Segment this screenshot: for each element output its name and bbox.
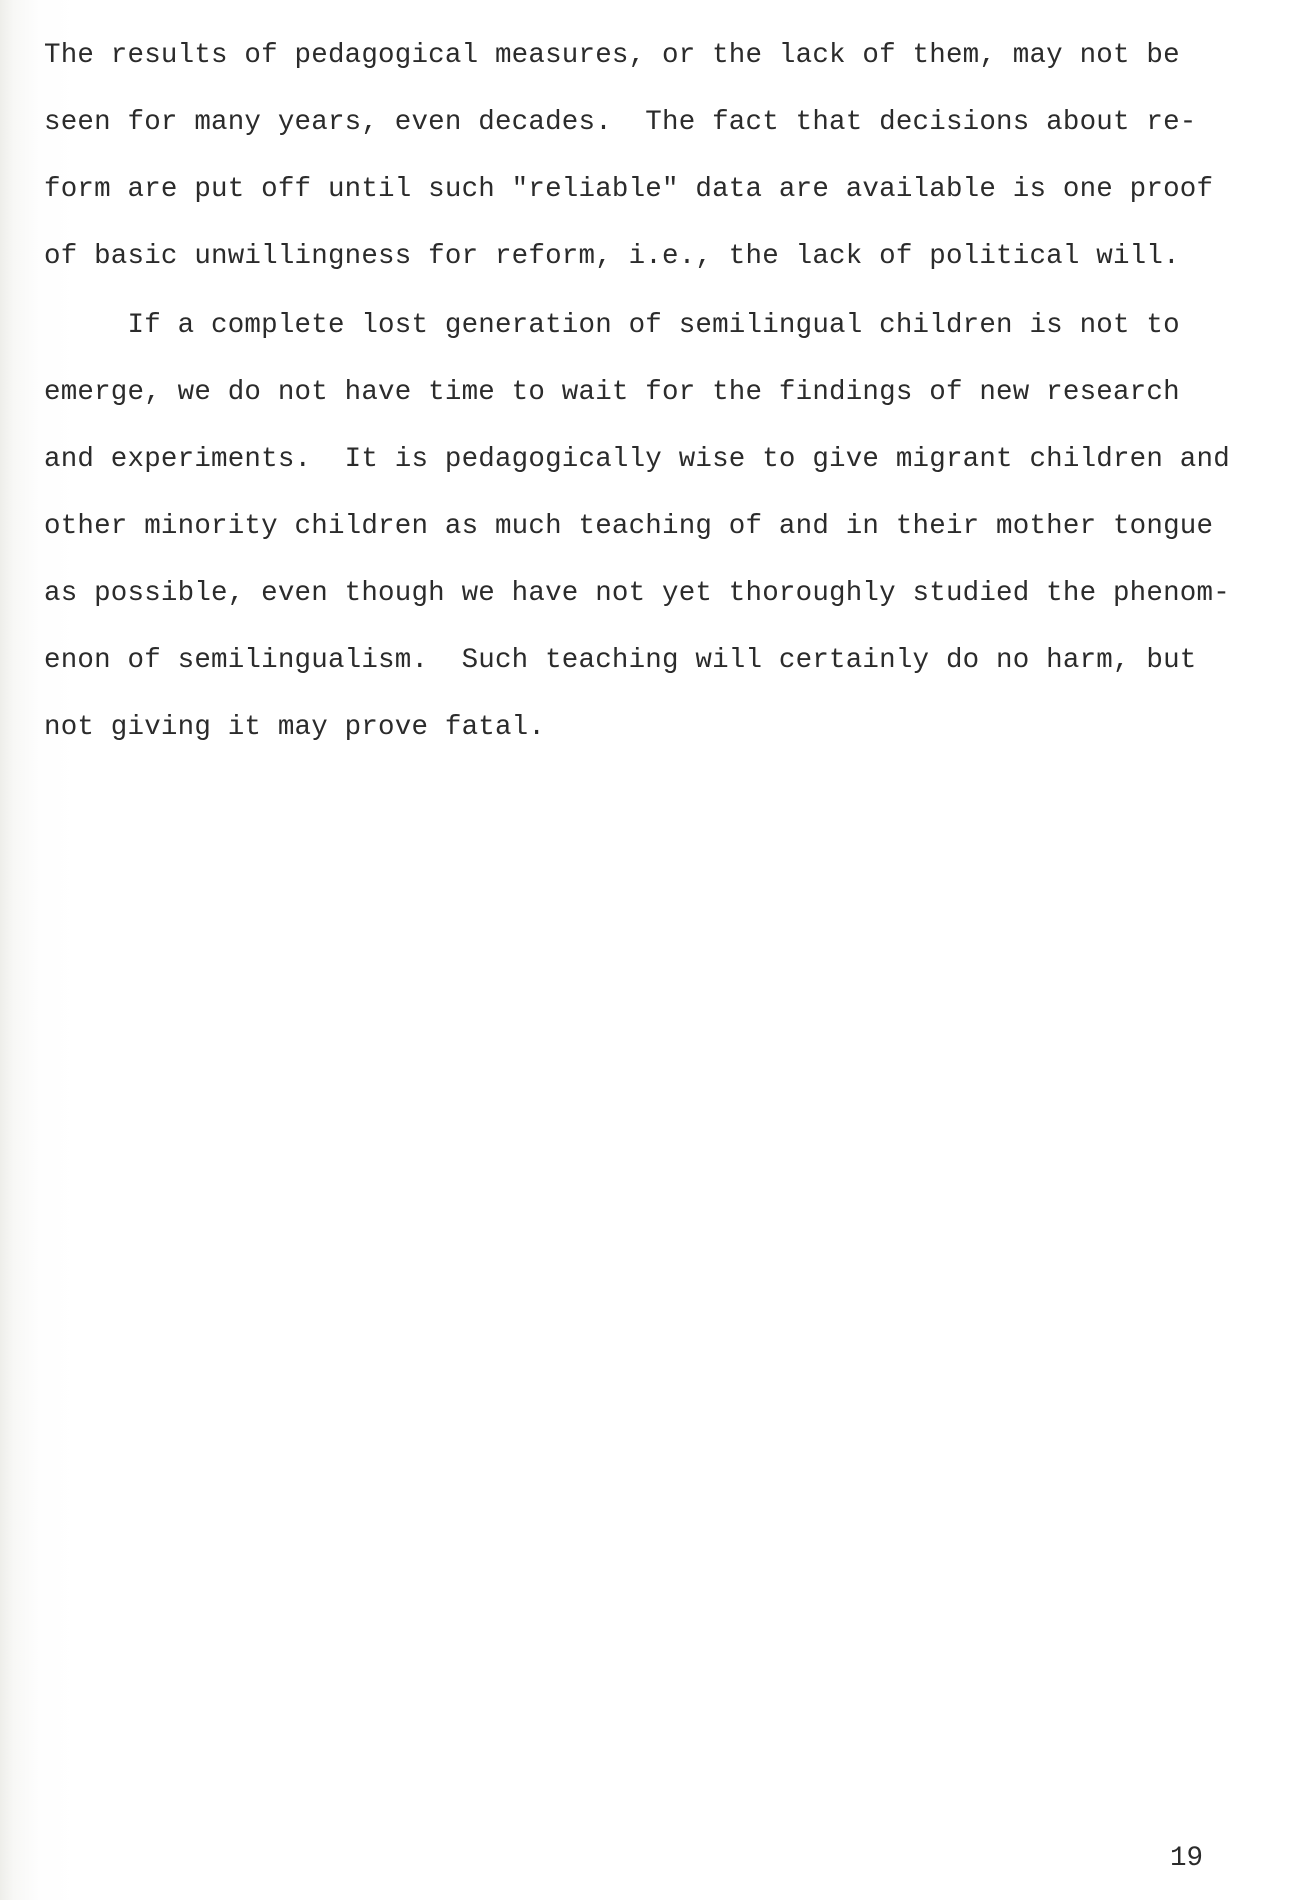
- text-line: enon of semilingualism. Such teaching will certainly do no harm, but: [44, 645, 1197, 676]
- text-line: seen for many years, even decades. The fact that decisions about re-: [44, 107, 1197, 138]
- text-line: not giving it may prove fatal.: [44, 712, 546, 743]
- text-line: other minority children as much teaching of and in their mother tongue: [44, 511, 1214, 542]
- text-line: The results of pedagogical measures, or the lack of them, may not be: [44, 40, 1180, 71]
- text-line: of basic unwillingness for reform, i.e., the lack of political will.: [44, 241, 1180, 272]
- page-number: 19: [1170, 1843, 1204, 1874]
- text-line: form are put off until such "reliable" data are available is one proof: [44, 174, 1214, 205]
- text-line: emerge, we do not have time to wait for the findings of new research: [44, 377, 1180, 408]
- text-line: as possible, even though we have not yet thoroughly studied the phenom-: [44, 578, 1230, 609]
- text-line: If a complete lost generation of semilingual children is not to: [44, 310, 1180, 341]
- text-line: and experiments. It is pedagogically wise to give migrant children and: [44, 444, 1230, 475]
